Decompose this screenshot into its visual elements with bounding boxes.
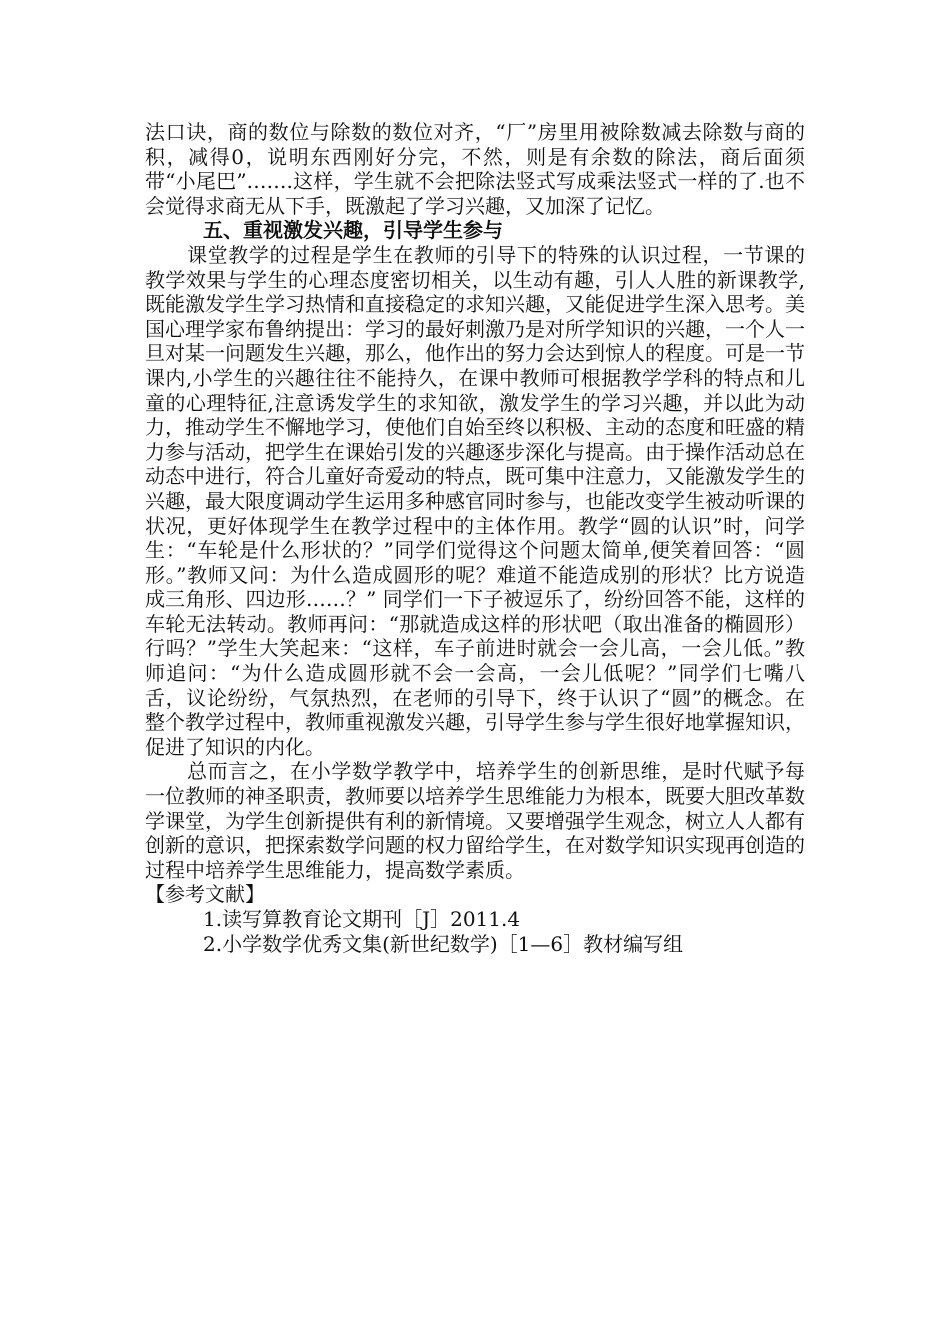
section-heading: 五、重视激发兴趣，引导学生参与 bbox=[203, 218, 503, 243]
reference-item-2: 2.小学数学优秀文集(新世纪数学)［1—6］教材编写组 bbox=[203, 931, 684, 956]
section-body-paragraph: 课堂教学的过程是学生在教师的引导下的特殊的认识过程，一节课的教学效果与学生的心理态度密切相关，以生动有趣，引人人胜的新课教学,既能激发学生学习热情和直接稳定的求知兴趣，又能促进学生深入思考。美国心理学家布鲁纳提出：学习的最好刺激乃是对所学知识的兴趣，一个人一旦对某一问题发生兴趣，那么，他作出的努力会达到惊人的程度。可是一节课内,小学生的兴趣往往不能持久，在课中教师可根据教学学科的特点和儿童的心理特征,注意诱发学生的求知欲，激发学生的学习兴趣，并以此为动力，推动学生不懈地学习，使他们自始至终以积极、主动的态度和旺盛的精力参与活动，把学生在课始引发的兴趣逐步深化与提高。由于操作活动总在动态中进行，符合儿童好奇爱动的特点，既可集中注意力，又能激发学生的兴趣，最大限度调动学生运用多种感官同时参与，也能改变学生被动听课的状况，更好体现学生在教学过程中的主体作用。教学“圆的认识”时，问学生：“车轮是什么形状的？”同学们觉得这个问题太简单,便笑着回答：“圆形。”教师又问：为什么造成圆形的呢？难道不能造成别的形状？比方说造成三角形、四边形……？” 同学们一下子被逗乐了，纷纷回答不能，这样的车轮无法转动。教师再问：“那就造成这样的形状吧（取出准备的椭圆形）行吗？”学生大笑起来：“这样，车子前进时就会一会儿高，一会儿低。”教师追问：“为什么造成圆形就不会一会高，一会儿低呢？”同学们七嘴八舌，议论纷纷，气氛热烈，在老师的引导下，终于认识了“圆”的概念。在整个教学过程中，教师重视激发兴趣，引导学生参与学生很好地掌握知识，促进了知识的内化。 bbox=[145, 242, 805, 759]
references-title: 【参考文献】 bbox=[145, 882, 265, 907]
continuation-paragraph: 法口诀，商的数位与除数的数位对齐，“厂”房里用被除数减去除数与商的积，减得0，说明东西刚好分完，不然，则是有余数的除法，商后面须带“小尾巴”…….这样，学生就不会把除法竖式写成乘法竖式一样的了.也不会觉得求商无从下手，既激起了学习兴趣，又加深了记忆。 bbox=[145, 120, 805, 218]
conclusion-paragraph: 总而言之，在小学数学教学中，培养学生的创新思维，是时代赋予每一位教师的神圣职责，教师要以培养学生思维能力为根本，既要大胆改革数学课堂，为学生创新提供有利的新情境。又要增强学生观念，树立人人都有创新的意识，把探索数学问题的权力留给学生，在对数学知识实现再创造的过程中培养学生思维能力，提高数学素质。 bbox=[145, 759, 805, 882]
reference-item-1: 1.读写算教育论文期刊［J］2011.4 bbox=[203, 907, 521, 931]
document-page bbox=[145, 120, 805, 956]
